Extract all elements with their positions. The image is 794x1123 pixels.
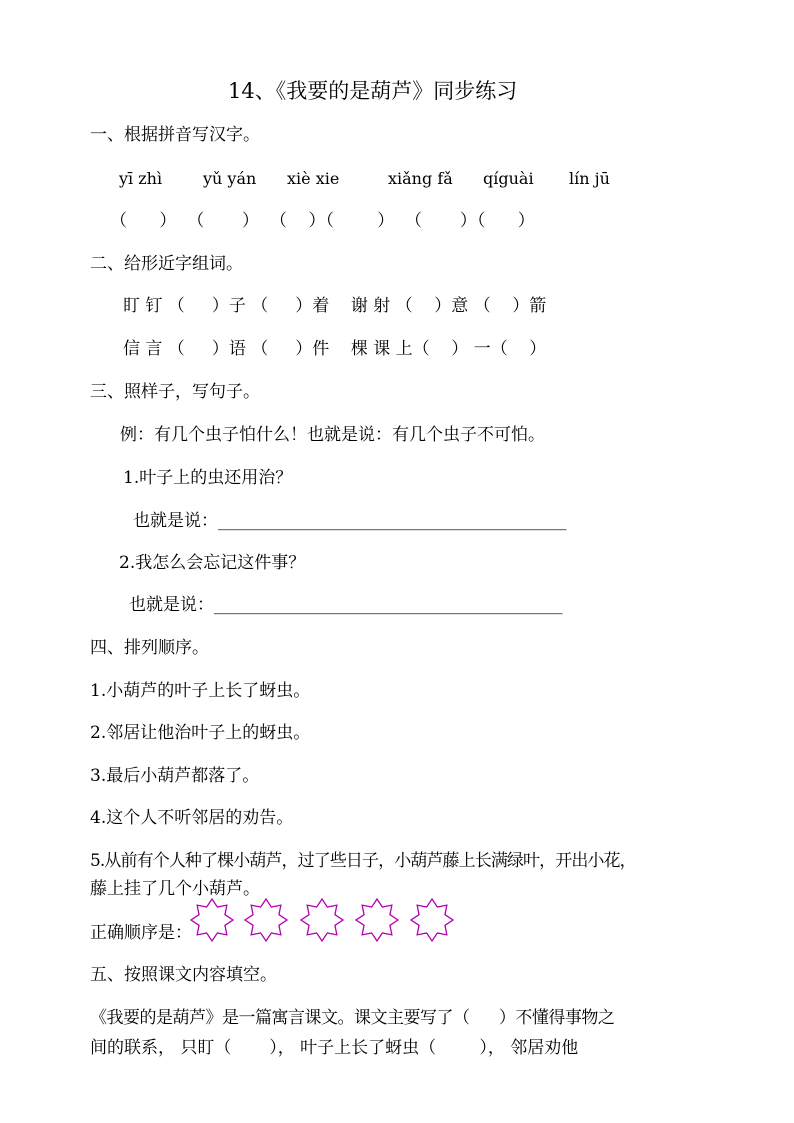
pinyin-word: xiè xie	[287, 169, 340, 188]
section-3-heading: 三、照样子，写句子。	[90, 382, 260, 402]
order-item: 4.这个人不听邻居的劝告。	[90, 808, 294, 828]
section-4-heading: 四、排列顺序。	[90, 638, 209, 658]
section-2-heading: 二、给形近字组词。	[90, 254, 243, 274]
answer-line-1: 也就是说：_________________________________________	[133, 511, 567, 531]
answer-label: 正确顺序是：	[90, 923, 192, 943]
pinyin-word: yǔ yán	[203, 169, 257, 188]
word-row-2: 信 言 （ ）语 （ ）件 棵 课 上（ ） 一（ ）	[123, 339, 547, 359]
question-1: 1.叶子上的虫还用治？	[123, 468, 293, 488]
page-title: 14、《我要的是葫芦》同步练习	[228, 79, 518, 103]
order-item: 5.从前有个人种了棵小葫芦，过了些日子，小葫芦藤上长满绿叶，开出小花，	[90, 851, 636, 871]
star-answer-box[interactable]	[409, 897, 455, 943]
order-item-continued: 藤上挂了几个小葫芦。	[90, 879, 260, 899]
pinyin-word: xiǎng fǎ	[388, 169, 453, 188]
answer-blanks: （ ） （ ） （ ）（ ） （ ）（ ）	[110, 211, 535, 231]
example-sentence: 例：有几个虫子怕什么！也就是说：有几个虫子不可怕。	[120, 425, 545, 445]
fill-text-line-2: 间的联系， 只盯（ ）， 叶子上长了蚜虫（ ）， 邻居劝他	[90, 1038, 579, 1058]
order-item: 2.邻居让他治叶子上的蚜虫。	[90, 723, 311, 743]
fill-text-line-1: 《我要的是葫芦》是一篇寓言课文。课文主要写了（ ）不懂得事物之	[90, 1008, 615, 1028]
pinyin-word: lín jū	[569, 169, 610, 188]
star-answer-box[interactable]	[243, 897, 289, 943]
answer-line-2: 也就是说：_________________________________________	[129, 595, 563, 615]
star-answer-box[interactable]	[354, 897, 400, 943]
question-2: 2.我怎么会忘记这件事？	[119, 553, 306, 573]
pinyin-word: qíguài	[483, 169, 534, 188]
pinyin-word: yī zhì	[119, 169, 163, 188]
section-5-heading: 五、按照课文内容填空。	[90, 965, 277, 985]
order-item: 3.最后小葫芦都落了。	[90, 766, 260, 786]
order-item: 1.小葫芦的叶子上长了蚜虫。	[90, 681, 311, 701]
section-1-heading: 一、根据拼音写汉字。	[90, 125, 260, 145]
star-answer-box[interactable]	[299, 897, 345, 943]
word-row-1: 盯 钉 （ ）子 （ ）着 谢 射 （ ）意 （ ）箭	[123, 296, 547, 316]
star-answer-box[interactable]	[189, 897, 235, 943]
